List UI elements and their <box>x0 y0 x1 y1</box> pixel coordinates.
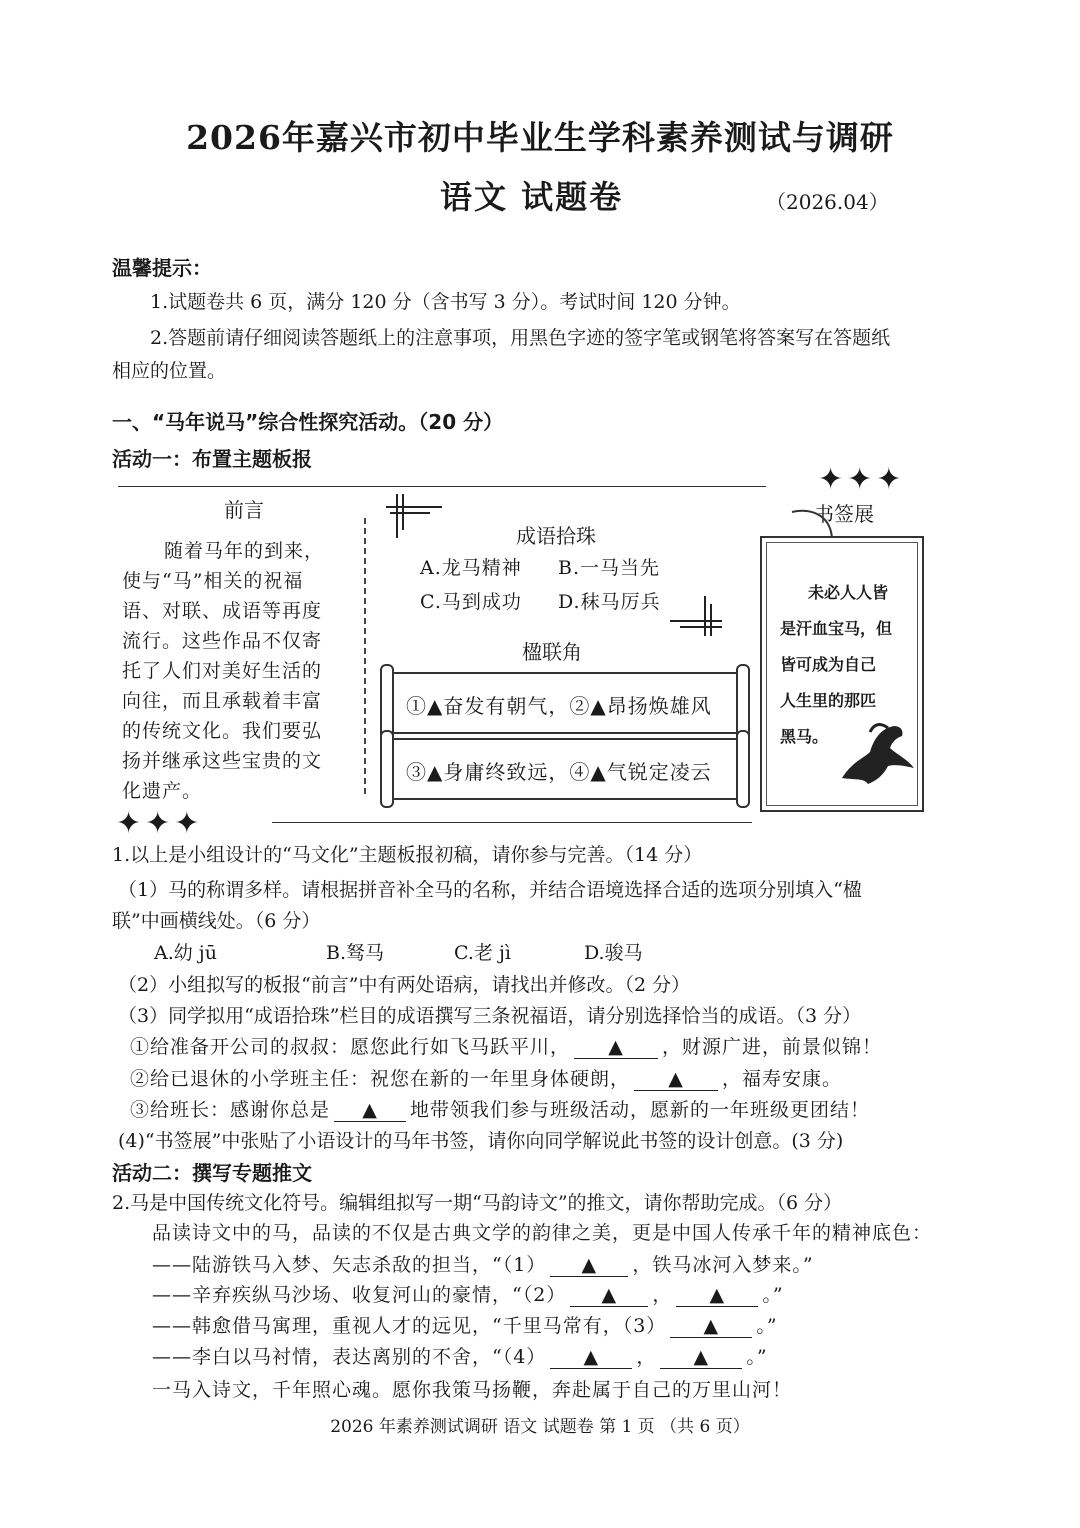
name-option-b: B.驽马 <box>326 942 385 964</box>
idiom-option-b: B.一马当先 <box>558 557 661 579</box>
tips-heading: 温馨提示： <box>112 256 212 280</box>
answer-blank[interactable]: ▲ <box>634 1070 718 1091</box>
blessing-text: 地带领我们参与班级活动，愿新的一年班级更团结！ <box>410 1099 871 1121</box>
board-bottom-line <box>272 822 752 823</box>
poem-line-3 <box>152 1311 778 1338</box>
poem-text: 。” <box>746 1346 768 1368</box>
question-2-stem: 2.马是中国传统文化符号。编辑组拟写一期“马韵诗文”的推文，请你帮助完成。（6 分） <box>112 1192 843 1214</box>
blessing-text: ，福寿安康。 <box>722 1068 843 1090</box>
question-1-part-4: (4)“书签展”中张贴了小语设计的马年书签，请你向同学解说此书签的设计创意。(3 分) <box>118 1130 844 1152</box>
couplet-title: 楹联角 <box>522 640 582 664</box>
preface-line: 化遗产。 <box>122 780 203 802</box>
idioms-title: 成语拾珠 <box>516 524 596 548</box>
idiom-option-d: D.秣马厉兵 <box>558 591 661 613</box>
tweet-intro: 品读诗文中的马，品读的不仅是古典文学的韵律之美，更是中国人传承千年的精神底色： <box>152 1222 933 1244</box>
page-footer: 2026 年素养测试调研 语文 试题卷 第 1 页 （共 6 页） <box>330 1417 750 1437</box>
answer-blank[interactable]: ▲ <box>574 1038 658 1059</box>
question-1-stem: 1.以上是小组设计的“马文化”主题板报初稿，请你参与完善。（14 分） <box>112 844 703 866</box>
board-top-line <box>118 486 766 487</box>
blessing-text: ③给班长：感谢你总是 <box>130 1099 331 1121</box>
bookmark-title: 书签展 <box>814 502 874 526</box>
blessing-line-2 <box>130 1064 842 1091</box>
board-divider <box>364 518 366 794</box>
question-1-part-2: （2）小组拟写的板报“前言”中有两处语病，请找出并修改。（2 分） <box>118 974 691 996</box>
star-decoration: ✦✦✦ <box>818 462 906 497</box>
name-option-d: D.骏马 <box>584 942 643 964</box>
blessing-line-3 <box>130 1095 870 1122</box>
couplet-line-1: ①▲奋发有朝气，②▲昂扬焕雄风 <box>406 694 712 718</box>
poem-line-4 <box>152 1342 768 1369</box>
poem-text: ， <box>636 1346 657 1368</box>
paper-subtitle: 语文 试题卷 <box>440 178 624 216</box>
answer-blank[interactable]: ▲ <box>550 1348 632 1369</box>
poem-line-1 <box>152 1250 814 1277</box>
bookmark-line: 是汗血宝马，但 <box>780 619 893 638</box>
blessing-text: ①给准备开公司的叔叔：愿您此行如飞马跃平川， <box>130 1036 571 1058</box>
answer-blank[interactable]: ▲ <box>670 1317 752 1338</box>
poem-text: ——李白以马衬情，表达离别的不舍，“（4） <box>152 1346 547 1368</box>
name-option-c: C.老 jì <box>454 942 511 964</box>
preface-line: 扬并继承这些宝贵的文 <box>122 750 323 772</box>
cross-decoration <box>386 494 442 538</box>
tip-item-1: 1.试题卷共 6 页，满分 120 分（含书写 3 分）。考试时间 120 分钟。 <box>150 291 741 313</box>
question-1-part-1-cont: 联”中画横线处。（6 分） <box>112 910 321 932</box>
activity-2-heading: 活动二：撰写专题推文 <box>112 1161 312 1185</box>
preface-line: 随着马年的到来， <box>164 540 325 562</box>
answer-blank[interactable]: ▲ <box>334 1101 406 1122</box>
activity-1-heading: 活动一：布置主题板报 <box>112 447 312 471</box>
name-option-a: A.幼 jū <box>154 942 217 964</box>
exam-date: （2026.04） <box>766 190 889 214</box>
poem-text: ，铁马冰河入梦来。” <box>632 1254 814 1276</box>
poem-text: ——陆游铁马入梦、矢志杀敌的担当，“（1） <box>152 1254 547 1276</box>
preface-line: 使与“马”相关的祝福 <box>122 570 304 592</box>
poem-text: ——辛弃疾纵马沙场、收复河山的豪情，“（2） <box>152 1284 567 1306</box>
preface-line: 流行。这些作品不仅寄 <box>122 630 323 652</box>
preface-line: 向往，而且承载着丰富 <box>122 690 323 712</box>
bookmark-line: 人生里的那匹 <box>780 691 877 710</box>
bookmark-line: 未必人人皆 <box>808 583 889 602</box>
couplet-line-2: ③▲身庸终致远，④▲气锐定凌云 <box>406 760 712 784</box>
bookmark-line: 黑马。 <box>780 727 829 746</box>
question-1-part-3: （3）同学拟用“成语拾珠”栏目的成语撰写三条祝福语，请分别选择恰当的成语。（3 分） <box>118 1005 862 1027</box>
blessing-line-1 <box>130 1032 882 1059</box>
answer-blank[interactable]: ▲ <box>676 1286 758 1307</box>
section-1-heading: 一、“马年说马”综合性探究活动。（20 分） <box>112 410 504 434</box>
cross-decoration <box>670 596 722 636</box>
tip-item-2: 2.答题前请仔细阅读答题纸上的注意事项，用黑色字迹的签字笔或钢笔将答案写在答题纸 <box>150 327 891 349</box>
preface-line: 托了人们对美好生活的 <box>122 660 323 682</box>
answer-blank[interactable]: ▲ <box>550 1256 628 1277</box>
poem-text: ——韩愈借马寓理，重视人才的远见，“千里马常有，（3） <box>152 1315 667 1337</box>
answer-blank[interactable]: ▲ <box>660 1348 742 1369</box>
preface-title: 前言 <box>224 498 264 522</box>
preface-line: 的传统文化。我们要弘 <box>122 720 323 742</box>
poem-text: 。” <box>756 1315 778 1337</box>
poem-line-2 <box>152 1280 784 1307</box>
couplet-scroll-2 <box>388 738 742 800</box>
tweet-closing: 一马入诗文，千年照心魂。愿你我策马扬鞭，奔赴属于自己的万里山河！ <box>152 1379 793 1401</box>
horse-icon <box>834 718 918 790</box>
poem-text: ， <box>652 1284 673 1306</box>
question-1-part-1: （1）马的称谓多样。请根据拼音补全马的名称，并结合语境选择合适的选项分别填入“楹 <box>118 879 862 901</box>
preface-line: 语、对联、成语等再度 <box>122 600 323 622</box>
bookmark-line: 皆可成为自己 <box>780 655 877 674</box>
tip-item-2-cont: 相应的位置。 <box>112 360 227 382</box>
poem-text: 。” <box>762 1284 784 1306</box>
idiom-option-a: A.龙马精神 <box>420 557 522 579</box>
bookmark-card <box>760 536 924 812</box>
couplet-scroll-1 <box>388 672 742 734</box>
idiom-option-c: C.马到成功 <box>420 591 522 613</box>
blessing-text: ，财源广进，前景似锦！ <box>662 1036 883 1058</box>
blessing-text: ②给已退休的小学班主任：祝您在新的一年里身体硬朗， <box>130 1068 631 1090</box>
answer-blank[interactable]: ▲ <box>570 1286 648 1307</box>
star-decoration: ✦✦✦ <box>116 806 204 841</box>
page-title: 2026年嘉兴市初中毕业生学科素养测试与调研 <box>186 118 894 157</box>
